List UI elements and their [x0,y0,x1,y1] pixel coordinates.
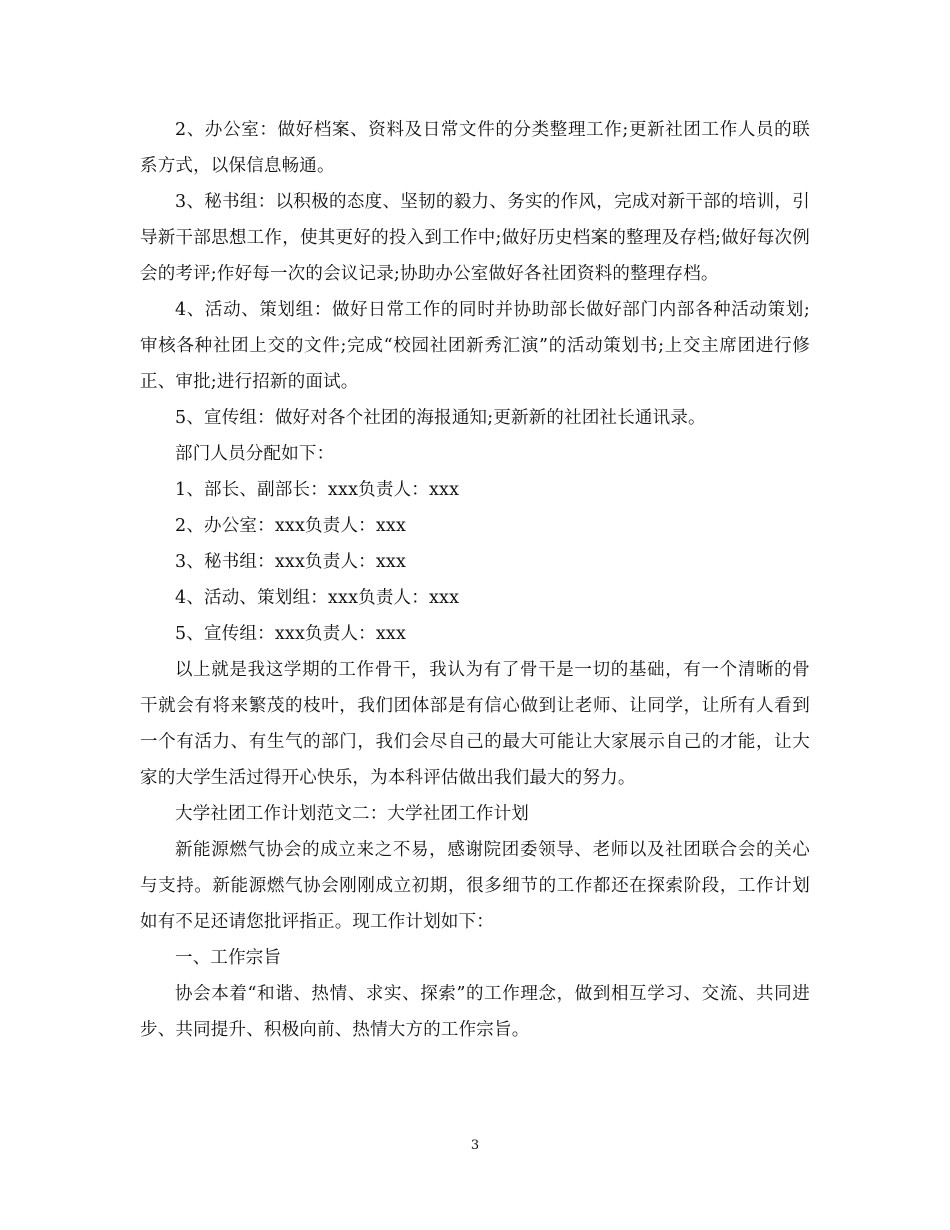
page-number: 3 [470,1138,480,1153]
paragraph-publicity-duties: 5、宣传组：做好对各个社团的海报通知;更新新的社团社长通讯录。 [175,408,706,428]
paragraph-summary: 以上就是我这学期的工作骨干，我认为有了骨干是一切的基础，有一个清晰的骨干就会有将来繁茂的枝叶，我们团体部是有信心做到让老师、让同学，让所有人看到一个有活力、有生气的部门，我们会尽自己的最大可能让大家展示自己的才能，让大家的大学生活过得开心快乐，为本科评估做出我们最大的努力。 [140,660,810,788]
paragraph-staff-heading: 部门人员分配如下： [175,444,335,464]
paragraph-association-intro: 新能源燃气协会的成立来之不易，感谢院团委领导、老师以及社团联合会的关心与支持。新能源燃气协会刚刚成立初期，很多细节的工作都还在探索阶段，工作计划如有不足还请您批评指正。现工作计划如下： [140,840,810,932]
paragraph-staff-2: 2、办公室：xxx负责人：xxx [175,516,407,536]
paragraph-staff-3: 3、秘书组：xxx负责人：xxx [175,552,407,572]
paragraph-planning-duties: 4、活动、策划组：做好日常工作的同时并协助部长做好部门内部各种活动策划;审核各种社团上交的文件;完成“校园社团新秀汇演”的活动策划书;上交主席团进行修正、审批;进行招新的面试。 [140,300,810,392]
paragraph-staff-5: 5、宣传组：xxx负责人：xxx [175,624,407,644]
paragraph-office-duties: 2、办公室：做好档案、资料及日常文件的分类整理工作;更新社团工作人员的联系方式，以保信息畅通。 [140,120,810,176]
paragraph-section-title: 大学社团工作计划范文二：大学社团工作计划 [175,804,529,824]
paragraph-staff-1: 1、部长、副部长：xxx负责人：xxx [175,480,460,500]
paragraph-purpose-heading: 一、工作宗旨 [175,948,282,968]
paragraph-secretary-duties: 3、秘书组：以积极的态度、坚韧的毅力、务实的作风，完成对新干部的培训，引导新干部思想工作，使其更好的投入到工作中;做好历史档案的整理及存档;做好每次例会的考评;作好每一次的会议记录;协助办公室做好各社团资料的整理存档。 [140,192,810,284]
document-body [140,112,810,1048]
paragraph-staff-4: 4、活动、策划组：xxx负责人：xxx [175,588,460,608]
paragraph-purpose-text: 协会本着“和谐、热情、求实、探索”的工作理念，做到相互学习、交流、共同进步、共同提升、积极向前、热情大方的工作宗旨。 [140,984,810,1040]
